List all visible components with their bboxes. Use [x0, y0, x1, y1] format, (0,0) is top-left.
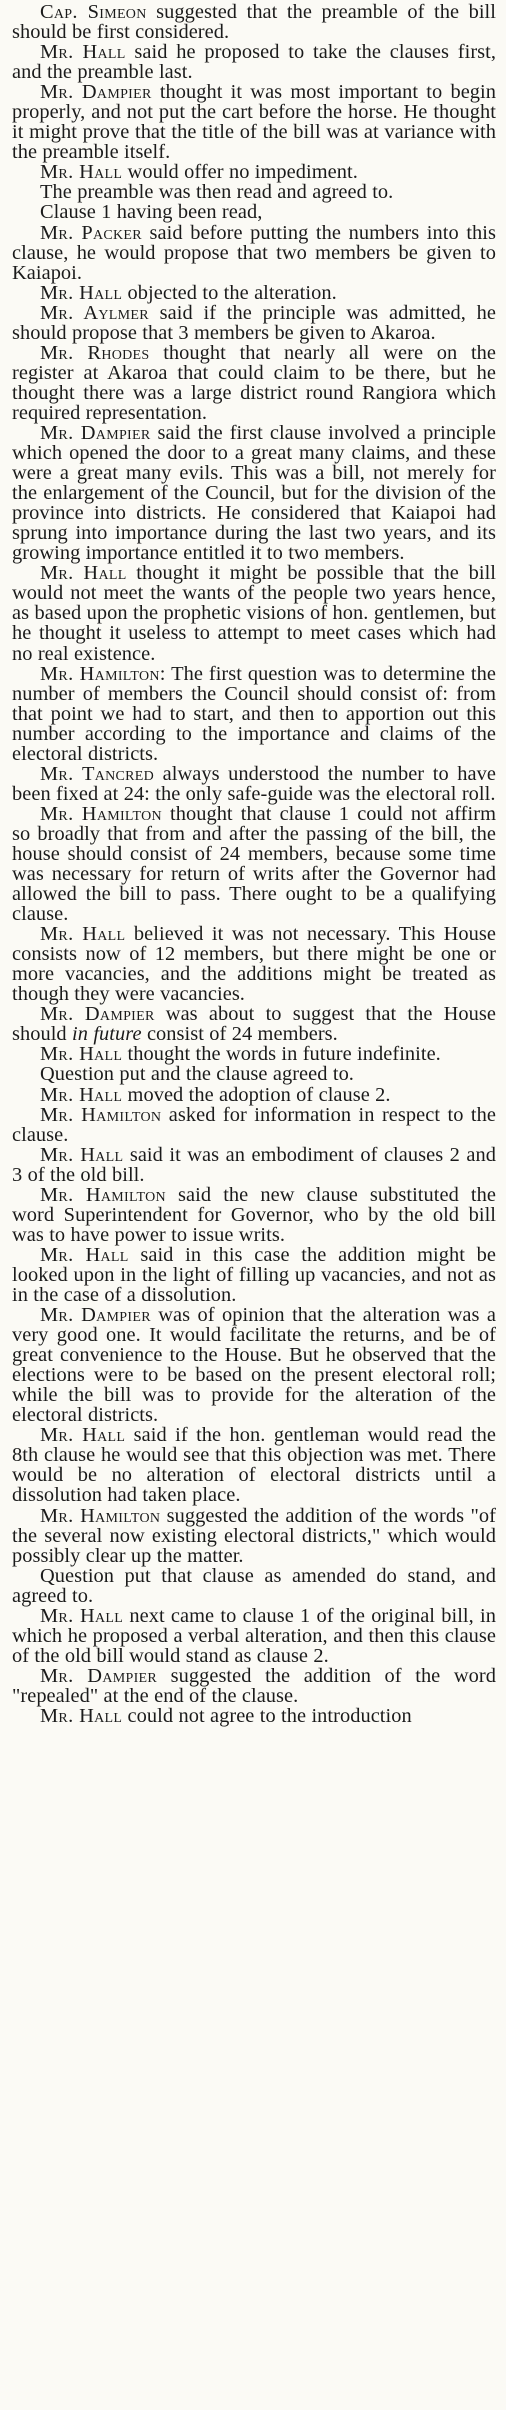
paragraph [12, 804, 496, 924]
paragraph [12, 1425, 496, 1505]
speaker-name: Mr. Hall [40, 1143, 124, 1166]
paragraph [12, 1044, 496, 1064]
speaker-name: Mr. Hall [40, 281, 123, 304]
paragraph [12, 343, 496, 423]
speaker-name: Cap. Simeon [40, 1, 147, 23]
speaker-name: Mr. Tancred [40, 762, 155, 785]
paragraph-text: thought it might be possible that the bill would not meet the wants of the people two years hence, as based upon the prophetic visions of hon. gentlemen, but he thought it useless to attempt to meet cases which had no real existence. [12, 562, 497, 665]
paragraph-text: suggested the addition of the word "repealed" at the end of the clause. [12, 1664, 496, 1707]
paragraph-text: objected to the alteration. [122, 281, 337, 304]
paragraph [12, 42, 496, 82]
paragraph [12, 1506, 496, 1566]
paragraph [12, 1085, 496, 1105]
paragraph-text: was of opinion that the alteration was a very good one. It would facilitate the returns, and be of great convenience to the House. But he observed that the elections were to be based on the present electoral roll; while the bill was to provide for the alteration of the electoral districts. [12, 1304, 496, 1427]
speaker-name: Mr. Hall [40, 1704, 123, 1727]
paragraph-text: The preamble was then read and agreed to. [40, 181, 394, 204]
paragraph-text: thought it was most important to begin properly, and not put the cart before the horse. He thought it might prove that the title of the bill was at variance with the preamble itself. [12, 81, 497, 164]
paragraph [12, 924, 496, 1004]
paragraph-text: was about to suggest that the House should in future consist of 24 members. [12, 1003, 496, 1046]
speaker-name: Mr. Rhodes [40, 341, 150, 364]
paragraph-text: said if the hon. gentleman would read the 8th clause he would see that this objection was met. There would be no alteration of electoral districts until a dissolution had taken place. [12, 1424, 497, 1507]
paragraph-text: said the new clause substituted the word Superintendent for Governor, who by the old bill was to have power to issue writs. [12, 1183, 496, 1246]
paragraph-text: Question put and the clause agreed to. [40, 1063, 354, 1086]
paragraph-text: thought the words in future indefinite. [122, 1043, 441, 1066]
speaker-name: Mr. Hall [40, 1083, 123, 1106]
paragraph-text: Question put that clause as amended do stand, and agreed to. [12, 1564, 496, 1607]
speaker-name: Mr. Hall [40, 923, 126, 946]
paragraph [12, 1105, 496, 1145]
paragraph [12, 1185, 496, 1245]
paragraph [12, 563, 496, 663]
speaker-name: Mr. Dampier [40, 1664, 158, 1687]
paragraph-text: suggested the addition of the words "of the several now existing electoral districts," which would possibly clear up the matter. [12, 1504, 496, 1567]
paragraph-text: asked for information in respect to the clause. [12, 1103, 496, 1146]
paragraph-text: always understood the number to have been fixed at 24: the only safe-guide was the electoral roll. [12, 762, 496, 805]
paragraph [12, 1606, 496, 1666]
paragraph [12, 303, 496, 343]
italic-phrase: in future [72, 1023, 142, 1046]
paragraph-text: Clause 1 having been read, [40, 201, 263, 224]
speaker-name: Mr. Dampier [40, 81, 152, 104]
paragraph [12, 423, 496, 563]
paragraph [12, 223, 496, 283]
speaker-name: Mr. Hall [40, 1043, 123, 1066]
speaker-name: Mr. Hamilton [40, 1183, 166, 1206]
paragraph [12, 82, 496, 162]
speaker-name: Mr. Dampier [40, 1304, 151, 1327]
paragraph [12, 283, 496, 303]
paragraph [12, 1666, 496, 1706]
speaker-name: Mr. Hall [40, 1243, 129, 1266]
speaker-name: Mr. Hamilton [40, 1504, 161, 1527]
speaker-name: Mr. Hall [40, 562, 127, 585]
paragraph [12, 182, 496, 202]
paragraph-text: moved the adoption of clause 2. [122, 1083, 391, 1106]
paragraph [12, 1245, 496, 1305]
paragraph [12, 1566, 496, 1606]
speaker-name: Mr. Hall [40, 1424, 126, 1447]
paragraph [12, 1145, 496, 1185]
paragraph [12, 1305, 496, 1425]
paragraph-text: said if the principle was admitted, he should propose that 3 members be given to Akaroa. [12, 301, 496, 344]
speaker-name: Mr. Dampier [40, 421, 151, 444]
speaker-name: Mr. Hamilton [40, 1103, 162, 1126]
paragraph [12, 1706, 496, 1726]
paragraph-text: could not agree to the introduction [122, 1704, 412, 1727]
speaker-name: Mr. Dampier [40, 1003, 155, 1026]
paragraph [12, 2, 496, 42]
paragraph-text: said he proposed to take the clauses first, and the preamble last. [12, 41, 497, 84]
speaker-name: Mr. Hamilton [40, 662, 160, 685]
paragraph-text: said before putting the numbers into this clause, he would propose that two members be given to Kaiapoi. [12, 221, 496, 284]
speaker-name: Mr. Hall [40, 1604, 124, 1627]
paragraph-text: said the first clause involved a principle which opened the door to a great many claims, and these were a great many evils. This was a bill, not merely for the enlargement of the Council, but for the division of the province into districts. He considered that Kaiapoi had sprung into importance during the last two years, and its growing importance entitled it to two members. [12, 421, 496, 565]
paragraph-text: believed it was not necessary. This House consists now of 12 members, but there might be one or more vacancies, and the additions might be treated as though they were vacancies. [12, 923, 497, 1006]
paragraph-text: suggested that the preamble of the bill should be first considered. [12, 1, 496, 44]
paragraph-text: said in this case the addition might be looked upon in the light of filling up vacancies, and not as in the case of a dissolution. [12, 1243, 497, 1306]
speaker-name: Mr. Hamilton [40, 802, 162, 825]
speaker-name: Mr. Packer [40, 221, 142, 244]
paragraph-text: thought that nearly all were on the register at Akaroa that could claim to be there, but he thought there was a large district round Rangiora which required representation. [12, 341, 496, 424]
paragraph-text: said it was an embodiment of clauses 2 and 3 of the old bill. [12, 1143, 496, 1186]
paragraph [12, 202, 496, 222]
paragraph-text: would offer no impediment. [122, 161, 358, 184]
paragraph [12, 664, 496, 764]
speaker-name: Mr. Hall [40, 161, 123, 184]
paragraph-text: next came to clause 1 of the original bill, in which he proposed a verbal alteration, and then this clause of the old bill would stand as clause 2. [12, 1604, 497, 1667]
paragraph [12, 1004, 496, 1044]
paragraph-text: : The first question was to determine the number of members the Council should consist of: from that point we had to start, and then to apportion out this number according to the importance and claims of the electoral districts. [12, 662, 496, 765]
speaker-name: Mr. Aylmer [40, 301, 149, 324]
paragraph [12, 1064, 496, 1084]
paragraph-text: thought that clause 1 could not affirm so broadly that from and after the passing of the bill, the house should consist of 24 members, because some time was necessary for return of writs after the Governor had allowed the bill to pass. There ought to be a qualifying clause. [12, 802, 496, 926]
paragraph [12, 162, 496, 182]
speaker-name: Mr. Hall [40, 41, 126, 64]
paragraph [12, 764, 496, 804]
